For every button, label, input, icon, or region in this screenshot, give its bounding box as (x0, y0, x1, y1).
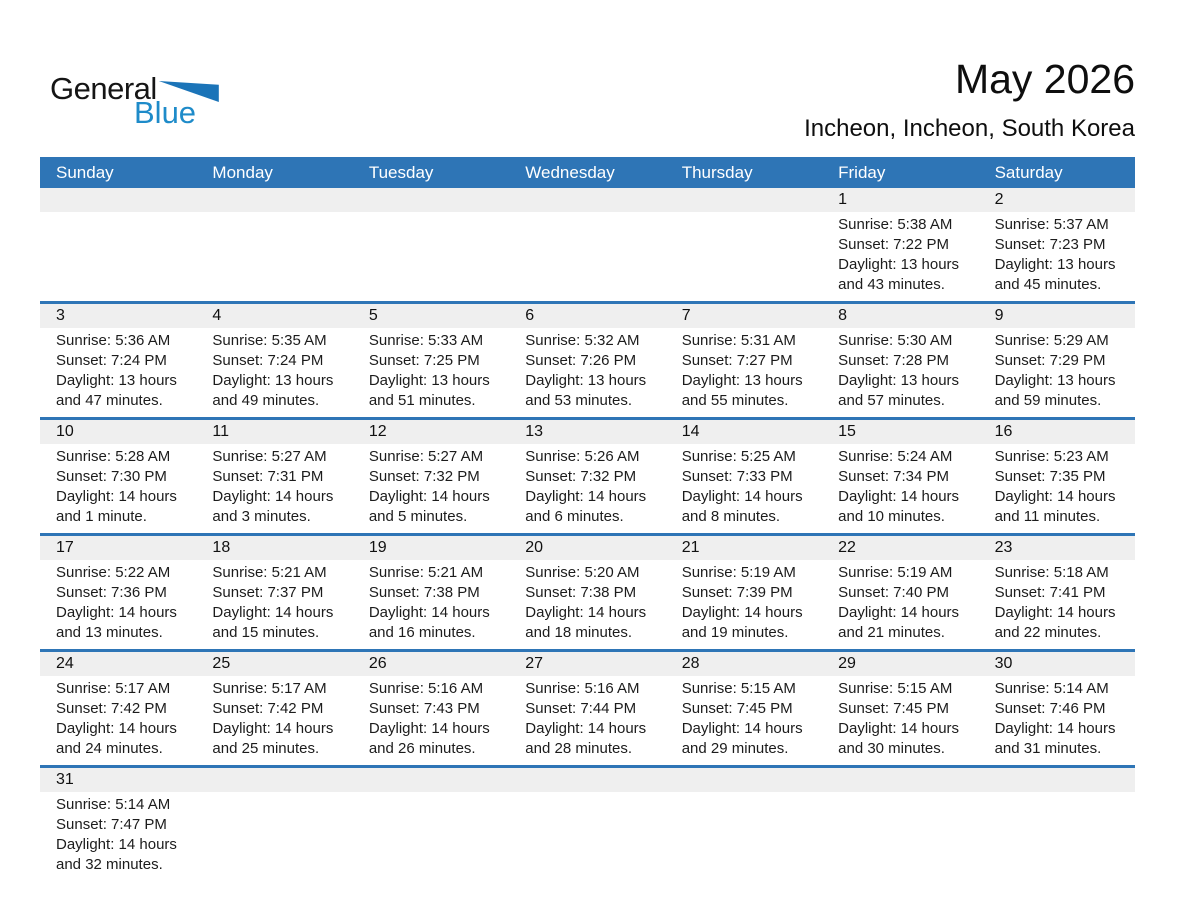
day-number (196, 768, 352, 792)
weekday-header-thursday: Thursday (681, 163, 753, 182)
sunset-text: Sunset: 7:45 PM (681, 700, 793, 717)
sunset-text: Sunset: 7:36 PM (56, 584, 167, 601)
day-number (509, 768, 665, 792)
day-cell (353, 328, 509, 417)
daylight-text: and 24 minutes. (56, 740, 163, 757)
day-number: 3 (56, 307, 65, 324)
day-cell (666, 328, 822, 417)
day-number: 9 (994, 307, 1004, 324)
page-title: May 2026 (954, 56, 1135, 102)
day-number: 26 (368, 655, 387, 672)
sunset-text: Sunset: 7:41 PM (994, 584, 1106, 601)
daylight-text: and 49 minutes. (212, 392, 320, 409)
day-number: 11 (212, 423, 230, 440)
day-number: 17 (56, 539, 74, 556)
daylight-text: and 19 minutes. (681, 624, 789, 641)
daylight-text: and 26 minutes. (368, 740, 476, 757)
day-number: 28 (681, 655, 700, 672)
daylight-text: Daylight: 14 hours (56, 488, 177, 505)
week-body (40, 560, 1135, 649)
daylight-text: and 11 minutes. (994, 508, 1101, 525)
calendar-weeks (40, 188, 1135, 881)
sunrise-text: Sunrise: 5:26 AM (525, 448, 640, 465)
day-cell (40, 792, 196, 881)
day-cell (353, 676, 509, 765)
day-cell (353, 560, 509, 649)
sunrise-text: Sunrise: 5:20 AM (525, 564, 640, 581)
day-number: 13 (525, 423, 544, 440)
day-cell (40, 560, 196, 649)
day-cell (979, 444, 1135, 533)
daylight-text: and 59 minutes. (994, 392, 1102, 409)
daylight-text: Daylight: 14 hours (681, 604, 803, 621)
day-cell (196, 212, 352, 301)
sunset-text: Sunset: 7:46 PM (994, 700, 1106, 717)
day-number: 21 (681, 539, 700, 556)
sunrise-text: Sunrise: 5:30 AM (838, 332, 953, 349)
daylight-text: Daylight: 14 hours (994, 720, 1116, 737)
day-number: 14 (681, 423, 700, 440)
daylight-text: and 32 minutes. (56, 856, 163, 873)
day-number: 12 (368, 423, 387, 440)
day-cell (979, 212, 1135, 301)
day-number: 4 (212, 307, 222, 324)
day-number: 19 (368, 539, 387, 556)
sunrise-text: Sunrise: 5:21 AM (212, 564, 327, 581)
day-cell (196, 676, 352, 765)
day-cell (196, 792, 352, 881)
day-number-band (40, 652, 1135, 676)
day-number: 30 (994, 655, 1013, 672)
day-cell (40, 676, 196, 765)
daylight-text: Daylight: 14 hours (838, 604, 960, 621)
daylight-text: Daylight: 14 hours (681, 720, 803, 737)
sunset-text: Sunset: 7:22 PM (838, 236, 950, 253)
sunset-text: Sunset: 7:32 PM (525, 468, 637, 485)
week-row-3 (40, 417, 1135, 533)
day-number (666, 188, 822, 212)
sunrise-text: Sunrise: 5:36 AM (56, 332, 171, 349)
daylight-text: and 43 minutes. (838, 276, 945, 293)
daylight-text: and 51 minutes. (368, 392, 476, 409)
daylight-text: and 22 minutes. (994, 624, 1102, 641)
week-row-6 (40, 765, 1135, 881)
sunrise-text: Sunrise: 5:33 AM (368, 332, 484, 349)
sunset-text: Sunset: 7:25 PM (368, 352, 480, 369)
sunset-text: Sunset: 7:27 PM (681, 352, 793, 369)
weekday-header-tuesday: Tuesday (368, 163, 434, 182)
sunset-text: Sunset: 7:24 PM (56, 352, 167, 369)
general-blue-logo (50, 72, 219, 130)
day-number: 25 (212, 655, 231, 672)
sunset-text: Sunset: 7:33 PM (681, 468, 793, 485)
daylight-text: Daylight: 14 hours (681, 488, 803, 505)
daylight-text: Daylight: 14 hours (212, 604, 334, 621)
sunset-text: Sunset: 7:24 PM (212, 352, 324, 369)
week-row-2 (40, 301, 1135, 417)
day-number: 10 (56, 423, 74, 440)
daylight-text: and 10 minutes. (838, 508, 945, 525)
sunset-text: Sunset: 7:37 PM (212, 584, 324, 601)
day-number: 22 (838, 539, 856, 556)
day-cell (979, 676, 1135, 765)
sunset-text: Sunset: 7:26 PM (525, 352, 637, 369)
logo-word-blue: Blue (134, 95, 197, 131)
daylight-text: Daylight: 14 hours (994, 604, 1116, 621)
day-number: 2 (994, 191, 1004, 208)
sunrise-text: Sunrise: 5:37 AM (994, 216, 1109, 233)
day-cell (979, 560, 1135, 649)
sunrise-text: Sunrise: 5:17 AM (212, 680, 327, 697)
sunrise-text: Sunrise: 5:23 AM (994, 448, 1109, 465)
sunset-text: Sunset: 7:23 PM (994, 236, 1106, 253)
day-cell (822, 676, 978, 765)
daylight-text: and 47 minutes. (56, 392, 163, 409)
sunset-text: Sunset: 7:38 PM (525, 584, 637, 601)
day-cell (509, 676, 665, 765)
day-number: 23 (994, 539, 1013, 556)
day-cell (666, 212, 822, 301)
daylight-text: Daylight: 13 hours (994, 372, 1116, 389)
daylight-text: Daylight: 14 hours (994, 488, 1116, 505)
day-cell (40, 212, 196, 301)
day-number: 27 (525, 655, 544, 672)
day-cell (822, 560, 978, 649)
day-number: 31 (56, 771, 74, 788)
sunrise-text: Sunrise: 5:17 AM (56, 680, 171, 697)
daylight-text: Daylight: 13 hours (368, 372, 490, 389)
daylight-text: and 8 minutes. (681, 508, 781, 525)
sunrise-text: Sunrise: 5:35 AM (212, 332, 327, 349)
daylight-text: and 3 minutes. (212, 508, 311, 525)
day-number: 29 (838, 655, 856, 672)
daylight-text: and 1 minute. (56, 508, 147, 525)
sunset-text: Sunset: 7:30 PM (56, 468, 167, 485)
weekday-header-friday: Friday (838, 163, 886, 182)
sunset-text: Sunset: 7:28 PM (838, 352, 950, 369)
day-number-band (40, 304, 1135, 328)
sunrise-text: Sunrise: 5:19 AM (681, 564, 796, 581)
weekday-header-monday: Monday (212, 163, 273, 182)
daylight-text: Daylight: 13 hours (838, 372, 960, 389)
day-number-band (40, 420, 1135, 444)
day-cell (979, 792, 1135, 881)
sunrise-text: Sunrise: 5:21 AM (368, 564, 484, 581)
sunset-text: Sunset: 7:39 PM (681, 584, 793, 601)
daylight-text: Daylight: 14 hours (838, 720, 960, 737)
daylight-text: and 55 minutes. (681, 392, 789, 409)
day-number: 16 (994, 423, 1013, 440)
sunset-text: Sunset: 7:43 PM (368, 700, 480, 717)
day-number: 7 (681, 307, 691, 324)
sunrise-text: Sunrise: 5:27 AM (212, 448, 327, 465)
sunrise-text: Sunrise: 5:29 AM (994, 332, 1109, 349)
daylight-text: Daylight: 14 hours (525, 604, 647, 621)
daylight-text: Daylight: 13 hours (56, 372, 177, 389)
day-cell (196, 560, 352, 649)
sunrise-text: Sunrise: 5:15 AM (681, 680, 796, 697)
week-body (40, 328, 1135, 417)
sunset-text: Sunset: 7:47 PM (56, 816, 167, 833)
week-row-5 (40, 649, 1135, 765)
daylight-text: and 30 minutes. (838, 740, 945, 757)
day-number: 18 (212, 539, 231, 556)
day-cell (666, 676, 822, 765)
day-cell (509, 444, 665, 533)
sunrise-text: Sunrise: 5:16 AM (368, 680, 484, 697)
daylight-text: and 29 minutes. (681, 740, 789, 757)
day-number (353, 188, 509, 212)
sunset-text: Sunset: 7:32 PM (368, 468, 480, 485)
day-cell (509, 560, 665, 649)
week-body (40, 444, 1135, 533)
logo-word-general: General (50, 71, 157, 106)
daylight-text: Daylight: 14 hours (212, 720, 334, 737)
sunrise-text: Sunrise: 5:27 AM (368, 448, 484, 465)
day-cell (822, 792, 978, 881)
daylight-text: and 21 minutes. (838, 624, 945, 641)
sunset-text: Sunset: 7:34 PM (838, 468, 950, 485)
daylight-text: and 31 minutes. (994, 740, 1102, 757)
sunrise-text: Sunrise: 5:19 AM (838, 564, 953, 581)
sunrise-text: Sunrise: 5:24 AM (838, 448, 953, 465)
sunset-text: Sunset: 7:35 PM (994, 468, 1106, 485)
day-number: 8 (838, 307, 848, 324)
sunset-text: Sunset: 7:40 PM (838, 584, 950, 601)
day-number: 15 (838, 423, 856, 440)
sunrise-text: Sunrise: 5:28 AM (56, 448, 171, 465)
daylight-text: and 5 minutes. (368, 508, 468, 525)
day-number (196, 188, 352, 212)
day-number-band (40, 768, 1135, 792)
sunrise-text: Sunrise: 5:22 AM (56, 564, 171, 581)
day-cell (509, 212, 665, 301)
day-cell (666, 792, 822, 881)
weekday-header-wednesday: Wednesday (525, 163, 615, 182)
sunrise-text: Sunrise: 5:15 AM (838, 680, 953, 697)
daylight-text: Daylight: 14 hours (56, 836, 177, 853)
daylight-text: Daylight: 14 hours (368, 720, 490, 737)
sunrise-text: Sunrise: 5:14 AM (994, 680, 1109, 697)
day-number: 5 (368, 307, 378, 324)
daylight-text: Daylight: 14 hours (838, 488, 960, 505)
sunset-text: Sunset: 7:44 PM (525, 700, 637, 717)
day-number (666, 768, 822, 792)
day-cell (509, 328, 665, 417)
sunset-text: Sunset: 7:42 PM (212, 700, 324, 717)
sunrise-text: Sunrise: 5:32 AM (525, 332, 640, 349)
weekday-header-row (40, 157, 1135, 188)
week-row-1 (40, 188, 1135, 301)
daylight-text: Daylight: 13 hours (838, 256, 960, 273)
daylight-text: and 6 minutes. (525, 508, 624, 525)
day-number-band (40, 188, 1135, 212)
day-cell (353, 212, 509, 301)
sunrise-text: Sunrise: 5:18 AM (994, 564, 1109, 581)
day-cell (40, 328, 196, 417)
weekday-header-sunday: Sunday (56, 163, 114, 182)
day-number: 20 (525, 539, 544, 556)
day-number-band (40, 536, 1135, 560)
week-body (40, 676, 1135, 765)
daylight-text: Daylight: 14 hours (525, 720, 647, 737)
day-number (40, 188, 196, 212)
week-body (40, 212, 1135, 301)
daylight-text: Daylight: 14 hours (56, 720, 177, 737)
sunset-text: Sunset: 7:38 PM (368, 584, 480, 601)
day-number (979, 768, 1135, 792)
daylight-text: and 45 minutes. (994, 276, 1102, 293)
day-cell (822, 212, 978, 301)
day-cell (196, 444, 352, 533)
day-cell (822, 328, 978, 417)
daylight-text: Daylight: 14 hours (212, 488, 334, 505)
calendar-table (40, 157, 1135, 881)
day-number: 6 (525, 307, 535, 324)
daylight-text: Daylight: 13 hours (212, 372, 334, 389)
daylight-text: Daylight: 14 hours (525, 488, 647, 505)
weekday-header-saturday: Saturday (994, 163, 1063, 182)
day-number (353, 768, 509, 792)
daylight-text: Daylight: 14 hours (368, 488, 490, 505)
page-subtitle: Incheon, Incheon, South Korea (804, 115, 1135, 142)
daylight-text: and 13 minutes. (56, 624, 163, 641)
daylight-text: Daylight: 13 hours (681, 372, 803, 389)
sunset-text: Sunset: 7:31 PM (212, 468, 324, 485)
sunrise-text: Sunrise: 5:31 AM (681, 332, 796, 349)
daylight-text: Daylight: 14 hours (368, 604, 490, 621)
day-cell (666, 444, 822, 533)
day-number: 1 (838, 191, 848, 208)
day-cell (822, 444, 978, 533)
day-number (822, 768, 978, 792)
daylight-text: and 25 minutes. (212, 740, 320, 757)
sunset-text: Sunset: 7:29 PM (994, 352, 1106, 369)
daylight-text: and 18 minutes. (525, 624, 633, 641)
daylight-text: Daylight: 13 hours (994, 256, 1116, 273)
daylight-text: and 28 minutes. (525, 740, 633, 757)
day-cell (40, 444, 196, 533)
daylight-text: Daylight: 14 hours (56, 604, 177, 621)
daylight-text: and 53 minutes. (525, 392, 633, 409)
daylight-text: and 15 minutes. (212, 624, 320, 641)
sunset-text: Sunset: 7:45 PM (838, 700, 950, 717)
sunrise-text: Sunrise: 5:14 AM (56, 796, 171, 813)
day-cell (353, 444, 509, 533)
week-body (40, 792, 1135, 881)
day-cell (666, 560, 822, 649)
daylight-text: Daylight: 13 hours (525, 372, 647, 389)
sunrise-text: Sunrise: 5:25 AM (681, 448, 796, 465)
day-cell (979, 328, 1135, 417)
day-cell (196, 328, 352, 417)
sunrise-text: Sunrise: 5:38 AM (838, 216, 953, 233)
week-row-4 (40, 533, 1135, 649)
day-cell (509, 792, 665, 881)
daylight-text: and 57 minutes. (838, 392, 945, 409)
day-number (509, 188, 665, 212)
day-number: 24 (56, 655, 74, 672)
sunset-text: Sunset: 7:42 PM (56, 700, 167, 717)
daylight-text: and 16 minutes. (368, 624, 476, 641)
sunrise-text: Sunrise: 5:16 AM (525, 680, 640, 697)
day-cell (353, 792, 509, 881)
